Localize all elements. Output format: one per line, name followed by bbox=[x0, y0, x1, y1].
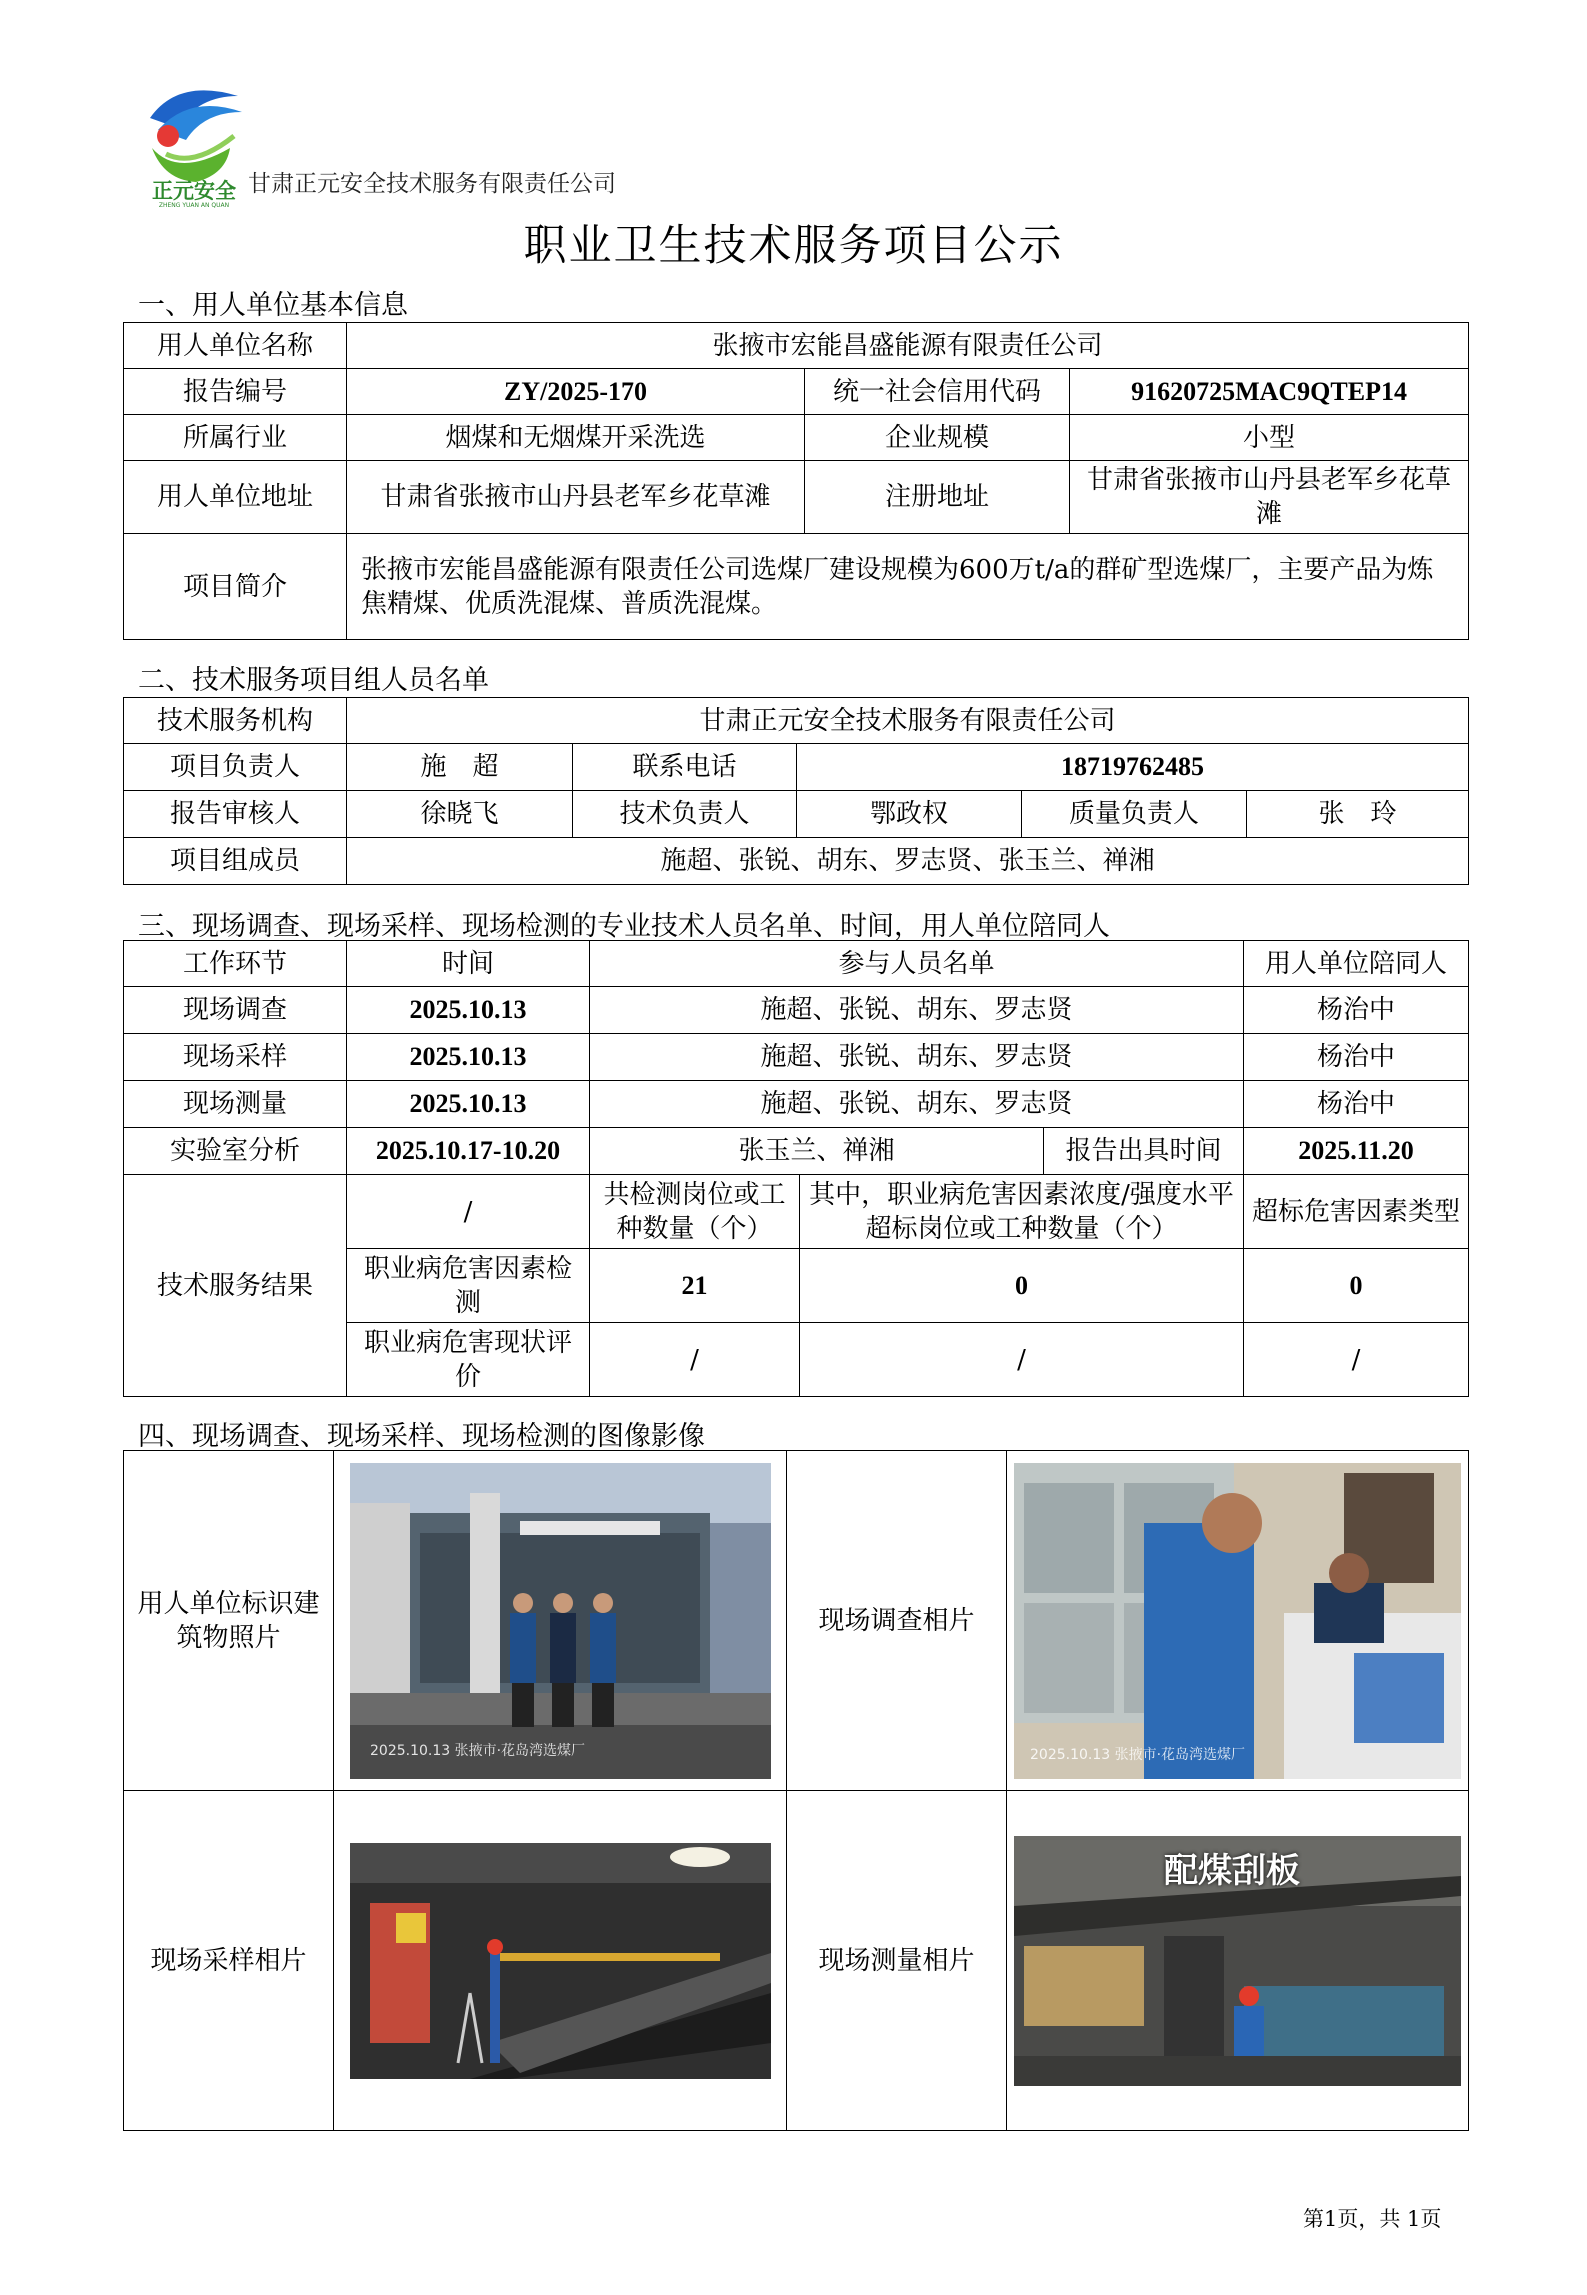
report-date-label: 报告出具时间 bbox=[1044, 1128, 1244, 1175]
photo-table bbox=[123, 1450, 1469, 2131]
quality-lead-label: 质量负责人 bbox=[1022, 791, 1247, 838]
phone-value: 18719762485 bbox=[797, 744, 1469, 791]
detect-label: 职业病危害因素检测 bbox=[347, 1249, 590, 1323]
report-no-label: 报告编号 bbox=[124, 369, 347, 415]
escort-cell: 杨治中 bbox=[1244, 1081, 1469, 1128]
leader-value: 施 超 bbox=[347, 744, 573, 791]
employer-value: 张掖市宏能昌盛能源有限责任公司 bbox=[347, 323, 1469, 369]
employer-info-table bbox=[123, 322, 1469, 640]
people-cell: 施超、张锐、胡东、罗志贤 bbox=[590, 1034, 1244, 1081]
people-cell: 施超、张锐、胡东、罗志贤 bbox=[590, 987, 1244, 1034]
detect-total: 21 bbox=[590, 1249, 800, 1323]
survey-photo-cell bbox=[1007, 1451, 1469, 1791]
tech-lead-label: 技术负责人 bbox=[573, 791, 797, 838]
col-people: 参与人员名单 bbox=[590, 941, 1244, 987]
section4-heading: 四、现场调查、现场采样、现场检测的图像影像 bbox=[138, 1421, 705, 1452]
org-label: 技术服务机构 bbox=[124, 698, 347, 744]
measure-photo-cell bbox=[1007, 1791, 1469, 2131]
industry-value: 烟煤和无烟煤开采洗选 bbox=[347, 415, 805, 461]
lab-label: 实验室分析 bbox=[124, 1128, 347, 1175]
scale-value: 小型 bbox=[1070, 415, 1469, 461]
company-logo bbox=[138, 78, 250, 208]
members-value: 施超、张锐、胡东、罗志贤、张玉兰、禅湘 bbox=[347, 838, 1469, 885]
report-no-value: ZY/2025-170 bbox=[347, 369, 805, 415]
time-cell: 2025.10.13 bbox=[347, 1034, 590, 1081]
people-cell: 施超、张锐、胡东、罗志贤 bbox=[590, 1081, 1244, 1128]
tech-lead-value: 鄂政权 bbox=[797, 791, 1022, 838]
credit-code-label: 统一社会信用代码 bbox=[805, 369, 1070, 415]
reviewer-label: 报告审核人 bbox=[124, 791, 347, 838]
eval-exceed: / bbox=[800, 1323, 1244, 1397]
col-time: 时间 bbox=[347, 941, 590, 987]
result-col2: 其中，职业病危害因素浓度/强度水平超标岗位或工种数量（个） bbox=[800, 1175, 1244, 1249]
detect-types: 0 bbox=[1244, 1249, 1469, 1323]
intro-label: 项目简介 bbox=[124, 534, 347, 640]
members-label: 项目组成员 bbox=[124, 838, 347, 885]
result-col1: 共检测岗位或工种数量（个） bbox=[590, 1175, 800, 1249]
sampling-photo bbox=[350, 1843, 771, 2079]
stage-cell: 现场调查 bbox=[124, 987, 347, 1034]
building-photo-label: 用人单位标识建筑物照片 bbox=[124, 1451, 334, 1791]
table-row bbox=[124, 987, 1469, 1034]
stage-cell: 现场采样 bbox=[124, 1034, 347, 1081]
escort-cell: 杨治中 bbox=[1244, 1034, 1469, 1081]
svg-text:ZHENG YUAN AN QUAN: ZHENG YUAN AN QUAN bbox=[158, 202, 230, 208]
svg-text:2025.10.13 张掖市·花岛湾选煤厂: 2025.10.13 张掖市·花岛湾选煤厂 bbox=[369, 1742, 585, 1759]
measure-photo bbox=[1014, 1836, 1461, 2086]
org-value: 甘肃正元安全技术服务有限责任公司 bbox=[347, 698, 1469, 744]
photo-caption: 配煤刮板 bbox=[1164, 1850, 1300, 1891]
industry-label: 所属行业 bbox=[124, 415, 347, 461]
reviewer-value: 徐晓飞 bbox=[347, 791, 573, 838]
time-cell: 2025.10.13 bbox=[347, 1081, 590, 1128]
reg-address-label: 注册地址 bbox=[805, 461, 1070, 534]
detect-exceed: 0 bbox=[800, 1249, 1244, 1323]
fieldwork-table bbox=[123, 940, 1469, 1397]
table-row bbox=[124, 1034, 1469, 1081]
phone-label: 联系电话 bbox=[573, 744, 797, 791]
reg-address-value: 甘肃省张掖市山丹县老军乡花草滩 bbox=[1070, 461, 1469, 534]
result-col3: 超标危害因素类型 bbox=[1244, 1175, 1469, 1249]
building-photo-cell bbox=[334, 1451, 787, 1791]
col-stage: 工作环节 bbox=[124, 941, 347, 987]
employer-label: 用人单位名称 bbox=[124, 323, 347, 369]
section3-heading: 三、现场调查、现场采样、现场检测的专业技术人员名单、时间，用人单位陪同人 bbox=[138, 911, 1110, 942]
col-escort: 用人单位陪同人 bbox=[1244, 941, 1469, 987]
time-cell: 2025.10.13 bbox=[347, 987, 590, 1034]
sampling-photo-cell bbox=[334, 1791, 787, 2131]
eval-total: / bbox=[590, 1323, 800, 1397]
team-table bbox=[123, 697, 1469, 885]
credit-code-value: 91620725MAC9QTEP14 bbox=[1070, 369, 1469, 415]
company-header-name: 甘肃正元安全技术服务有限责任公司 bbox=[248, 171, 616, 197]
measure-photo-label: 现场测量相片 bbox=[787, 1791, 1007, 2131]
stage-cell: 现场测量 bbox=[124, 1081, 347, 1128]
leader-label: 项目负责人 bbox=[124, 744, 347, 791]
escort-cell: 杨治中 bbox=[1244, 987, 1469, 1034]
result-label: 技术服务结果 bbox=[124, 1175, 347, 1397]
section1-heading: 一、用人单位基本信息 bbox=[138, 290, 408, 321]
page-number: 第1页，共 1页 bbox=[1303, 2207, 1442, 2231]
building-photo bbox=[350, 1463, 771, 1779]
lab-time: 2025.10.17-10.20 bbox=[347, 1128, 590, 1175]
sampling-photo-label: 现场采样相片 bbox=[124, 1791, 334, 2131]
eval-label: 职业病危害现状评价 bbox=[347, 1323, 590, 1397]
lab-people: 张玉兰、禅湘 bbox=[590, 1128, 1044, 1175]
survey-photo-label: 现场调查相片 bbox=[787, 1451, 1007, 1791]
svg-text:正元安全: 正元安全 bbox=[152, 179, 236, 203]
quality-lead-value: 张 玲 bbox=[1247, 791, 1469, 838]
document-title: 职业卫生技术服务项目公示 bbox=[523, 221, 1064, 271]
eval-types: / bbox=[1244, 1323, 1469, 1397]
scale-label: 企业规模 bbox=[805, 415, 1070, 461]
address-label: 用人单位地址 bbox=[124, 461, 347, 534]
result-slash: / bbox=[347, 1175, 590, 1249]
section2-heading: 二、技术服务项目组人员名单 bbox=[138, 665, 489, 696]
intro-value: 张掖市宏能昌盛能源有限责任公司选煤厂建设规模为600万t/a的群矿型选煤厂，主要产品为炼焦精煤、优质洗混煤、普质洗混煤。 bbox=[347, 534, 1469, 640]
table-row bbox=[124, 1081, 1469, 1128]
report-date-value: 2025.11.20 bbox=[1244, 1128, 1469, 1175]
survey-photo bbox=[1014, 1463, 1461, 1779]
address-value: 甘肃省张掖市山丹县老军乡花草滩 bbox=[347, 461, 805, 534]
svg-text:2025.10.13 张掖市·花岛湾选煤厂: 2025.10.13 张掖市·花岛湾选煤厂 bbox=[1030, 1746, 1246, 1763]
